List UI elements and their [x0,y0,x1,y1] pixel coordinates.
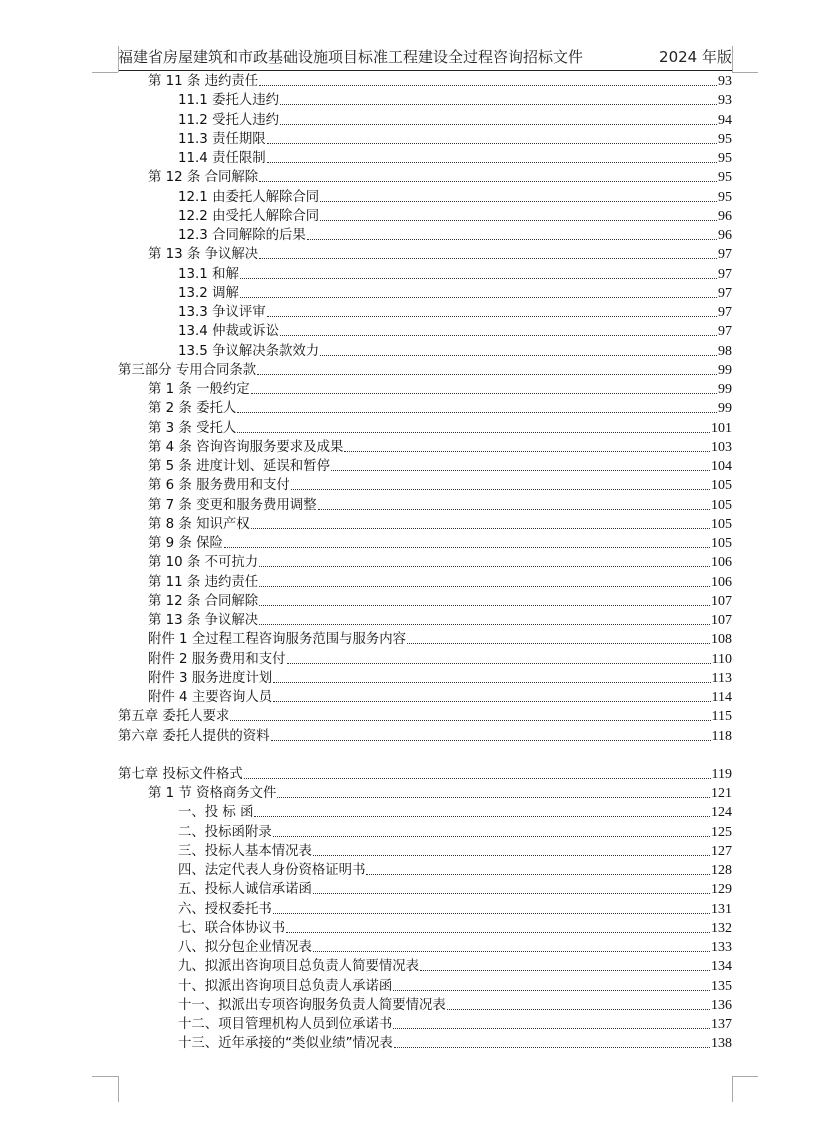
toc-dot-leader [291,489,710,490]
toc-page-number: 95 [718,189,732,205]
toc-page-number: 94 [718,112,732,128]
toc-page-number: 133 [711,940,732,955]
toc-entry-title: 十一、拟派出专项咨询服务负责人简要情况表 [178,997,446,1013]
toc-entry[interactable] [148,573,732,591]
toc-entry[interactable] [178,919,732,937]
toc-entry[interactable] [178,842,732,860]
toc-entry[interactable] [118,361,732,379]
crop-mark-top-left [92,72,118,73]
toc-entry[interactable] [178,322,732,340]
toc-page-number: 115 [711,709,732,725]
toc-dot-leader [259,85,717,86]
toc-page-number: 127 [711,843,732,859]
toc-page-number: 105 [711,478,732,494]
crop-mark-top-right-v [732,46,733,72]
toc-entry[interactable] [178,303,732,321]
toc-dot-leader [287,663,711,664]
crop-mark-bottom-left-v [118,1076,119,1102]
toc-entry-title: 第 8 条 知识产权 [148,516,250,532]
toc-page-number: 113 [711,670,732,686]
toc-dot-leader [259,586,710,587]
toc-entry-title: 12.2 由受托人解除合同 [178,208,320,224]
toc-page-number: 95 [718,170,732,186]
toc-page-number: 101 [711,420,732,436]
crop-mark-top-left-v [118,46,119,72]
toc-dot-leader [313,951,710,952]
toc-page-number: 107 [711,593,732,609]
toc-entry[interactable] [178,803,732,821]
toc-entry-title: 11.2 受托人违约 [178,112,280,128]
toc-entry-title: 第 7 条 变更和服务费用调整 [148,497,317,513]
toc-entry-title: 13.1 和解 [178,266,239,282]
toc-entry-title: 附件 4 主要咨询人员 [148,690,273,705]
toc-entry-title: 第 11 条 违约责任 [148,574,259,590]
toc-page-number: 137 [711,1017,732,1032]
toc-entry[interactable] [148,72,732,90]
toc-entry-title: 七、联合体协议书 [178,920,286,936]
toc-entry-title: 四、法定代表人身份资格证明书 [178,863,366,878]
toc-entry-title: 第 11 条 违约责任 [148,74,259,89]
toc-entry-title: 第 12 条 合同解除 [148,170,259,186]
toc-page-number: 129 [711,882,732,898]
toc-entry[interactable] [178,111,732,129]
toc-page-number: 103 [711,439,732,455]
toc-entry-title: 三、投标人基本情况表 [178,843,312,859]
toc-dot-leader [331,470,710,471]
toc-page-number: 96 [718,208,732,224]
toc-dot-leader [280,335,717,336]
toc-page-number: 132 [711,920,732,936]
toc-dot-leader [230,720,710,721]
toc-page-number: 121 [711,786,732,801]
toc-entry[interactable] [148,419,732,437]
toc-entry[interactable] [148,534,732,552]
toc-entry[interactable] [178,226,732,244]
toc-entry[interactable] [148,168,732,186]
toc-entry-title: 九、拟派出咨询项目总负责人简要情况表 [178,959,420,975]
toc-dot-leader [237,432,710,433]
toc-dot-leader [277,797,710,798]
toc-entry[interactable] [148,688,732,706]
crop-mark-bottom-right [732,1076,758,1077]
toc-page-number: 99 [718,362,732,378]
toc-entry-title: 第七章 投标文件格式 [118,766,243,782]
toc-page-number: 107 [711,613,732,628]
toc-page-number: 97 [718,266,732,282]
toc-entry-title: 13.3 争议评审 [178,305,266,320]
toc-page-number: 97 [718,324,732,340]
toc-dot-leader [320,201,717,202]
toc-dot-leader [393,990,710,991]
toc-dot-leader [344,451,710,452]
toc-dot-leader [259,181,717,182]
toc-entry[interactable] [148,457,732,475]
toc-dot-leader [259,258,717,259]
toc-dot-leader [286,932,710,933]
toc-dot-leader [313,855,710,856]
toc-entry[interactable] [148,515,732,533]
toc-entry-title: 二、投标函附录 [178,824,272,840]
toc-entry[interactable] [178,938,732,956]
toc-entry-title: 第 1 节 资格商务文件 [148,786,277,801]
toc-page-number: 135 [711,978,732,994]
toc-entry-title: 八、拟分包企业情况表 [178,940,312,955]
toc-entry-title: 附件 3 服务进度计划 [148,670,273,686]
toc-entry[interactable] [148,438,732,456]
toc-dot-leader [320,355,717,356]
toc-dot-leader [224,547,710,548]
toc-entry-title: 第 12 条 合同解除 [148,593,259,609]
toc-entry-title: 第六章 委托人提供的资料 [118,728,270,744]
toc-page-number: 93 [718,93,732,109]
toc-dot-leader [307,239,717,240]
toc-entry-title: 11.4 责任限制 [178,151,266,166]
toc-entry[interactable] [178,91,732,109]
toc-page-number: 106 [711,555,732,571]
toc-dot-leader [271,740,711,741]
toc-entry-title: 第 6 条 服务费用和支付 [148,478,290,494]
toc-entry[interactable] [178,1034,732,1052]
toc-dot-leader [240,297,717,298]
toc-entry-title: 第 2 条 委托人 [148,401,237,417]
toc-entry-title: 12.1 由委托人解除合同 [178,189,320,205]
toc-entry[interactable] [178,284,732,302]
toc-entry-title: 一、投 标 函 [178,805,254,821]
toc-entry-title: 12.3 合同解除的后果 [178,228,306,243]
toc-entry-title: 第五章 委托人要求 [118,709,230,725]
toc-page-number: 104 [711,459,732,474]
toc-page-number: 105 [711,536,732,551]
toc-entry[interactable] [148,630,732,648]
document-title: 福建省房屋建筑和市政基础设施项目标准工程建设全过程咨询招标文件 [118,48,584,66]
toc-entry[interactable] [148,476,732,494]
toc-dot-leader [420,970,710,971]
toc-page-number: 119 [711,766,732,782]
toc-entry-title: 第 13 条 争议解决 [148,247,259,263]
toc-entry[interactable] [178,823,732,841]
toc-dot-leader [254,816,710,817]
toc-dot-leader [280,124,717,125]
toc-page-number: 114 [711,690,732,705]
toc-page-number: 128 [711,863,732,878]
toc-dot-leader [273,682,710,683]
toc-dot-leader [259,605,710,606]
toc-page-number: 97 [718,247,732,263]
toc-entry-title: 五、投标人诚信承诺函 [178,882,312,898]
toc-page-number: 97 [718,285,732,301]
toc-entry[interactable] [178,996,732,1014]
crop-mark-bottom-right-v [732,1076,733,1102]
toc-entry[interactable] [118,765,732,783]
toc-dot-leader [320,220,717,221]
toc-page-number: 99 [718,401,732,417]
toc-entry[interactable] [178,188,732,206]
toc-dot-leader [394,1047,710,1048]
toc-entry-title: 第 13 条 争议解决 [148,613,259,628]
toc-entry[interactable] [148,611,732,629]
toc-entry[interactable] [148,380,732,398]
toc-entry-title: 第 3 条 受托人 [148,420,237,436]
toc-dot-leader [273,913,710,914]
toc-page-number: 106 [711,574,732,590]
document-edition: 2024 年版 [659,48,732,66]
toc-page-number: 108 [711,632,732,648]
toc-dot-leader [267,162,717,163]
toc-entry-title: 第 1 条 一般约定 [148,382,250,397]
toc-dot-leader [251,393,717,394]
toc-entry[interactable] [148,784,732,802]
toc-entry-title: 11.3 责任期限 [178,131,266,147]
toc-page-number: 125 [711,824,732,840]
toc-page-number: 134 [711,959,732,975]
toc-page-number: 97 [718,305,732,320]
toc-dot-leader [259,566,710,567]
toc-page-number: 95 [718,151,732,166]
toc-dot-leader [237,412,717,413]
toc-entry-title: 13.2 调解 [178,285,239,301]
toc-entry[interactable] [178,265,732,283]
toc-entry[interactable] [148,592,732,610]
toc-dot-leader [267,316,717,317]
toc-dot-leader [267,143,717,144]
toc-entry[interactable] [148,496,732,514]
toc-page-number: 138 [711,1036,732,1052]
toc-entry[interactable] [148,399,732,417]
toc-entry-title: 十二、项目管理机构人员到位承诺书 [178,1017,393,1032]
toc-entry-title: 第 5 条 进度计划、延误和暂停 [148,459,330,474]
toc-dot-leader [240,278,717,279]
toc-dot-leader [366,874,710,875]
toc-page-number: 136 [711,997,732,1013]
toc-dot-leader [257,374,717,375]
toc-entry[interactable] [148,553,732,571]
toc-entry[interactable] [178,1015,732,1033]
toc-dot-leader [393,1028,710,1029]
toc-entry[interactable] [178,149,732,167]
toc-entry-title: 第 4 条 咨询咨询服务要求及成果 [148,439,344,455]
toc-page-number: 105 [711,516,732,532]
toc-dot-leader [259,624,710,625]
toc-page-number: 99 [718,382,732,397]
toc-dot-leader [273,836,710,837]
toc-entry[interactable] [178,130,732,148]
toc-entry[interactable] [178,977,732,995]
toc-page-number: 124 [711,805,732,821]
toc-dot-leader [244,778,711,779]
toc-entry[interactable] [178,880,732,898]
toc-entry-title: 11.1 委托人违约 [178,93,280,109]
toc-entry-title: 13.4 仲裁或诉讼 [178,324,280,340]
toc-page-number: 105 [711,497,732,513]
toc-entry-title: 附件 1 全过程工程咨询服务范围与服务内容 [148,632,407,648]
toc-page-number: 95 [718,131,732,147]
page-header [118,44,732,71]
toc-dot-leader [273,701,710,702]
crop-mark-top-right [732,72,758,73]
toc-dot-leader [280,104,717,105]
toc-entry-title: 十三、近年承接的“类似业绩”情况表 [178,1036,393,1052]
toc-dot-leader [251,528,710,529]
toc-dot-leader [318,509,710,510]
toc-dot-leader [447,1009,710,1010]
toc-page-number: 118 [711,728,732,744]
toc-page-number: 96 [718,228,732,243]
toc-page-number: 93 [718,74,732,89]
crop-mark-bottom-left [92,1076,118,1077]
toc-entry[interactable] [178,957,732,975]
toc-entry-title: 六、授权委托书 [178,901,272,917]
toc-entry[interactable] [118,707,732,725]
toc-page-number: 98 [718,343,732,359]
toc-entry-title: 第 10 条 不可抗力 [148,555,259,571]
toc-entry[interactable] [118,727,732,745]
toc-entry[interactable] [148,650,732,668]
toc-entry-title: 第 9 条 保险 [148,536,223,551]
toc-entry[interactable] [148,669,732,687]
toc-entry[interactable] [178,861,732,879]
toc-page-number: 131 [711,901,732,917]
toc-page-number: 110 [711,651,732,667]
toc-entry[interactable] [178,900,732,918]
toc-entry[interactable] [178,207,732,225]
toc-entry[interactable] [148,245,732,263]
toc-entry-title: 附件 2 服务费用和支付 [148,651,286,667]
toc-entry-title: 13.5 争议解决条款效力 [178,343,320,359]
toc-entry-title: 十、拟派出咨询项目总负责人承诺函 [178,978,393,994]
toc-dot-leader [313,893,710,894]
toc-entry-title: 第三部分 专用合同条款 [118,362,257,378]
toc-dot-leader [407,643,710,644]
toc-entry[interactable] [178,342,732,360]
